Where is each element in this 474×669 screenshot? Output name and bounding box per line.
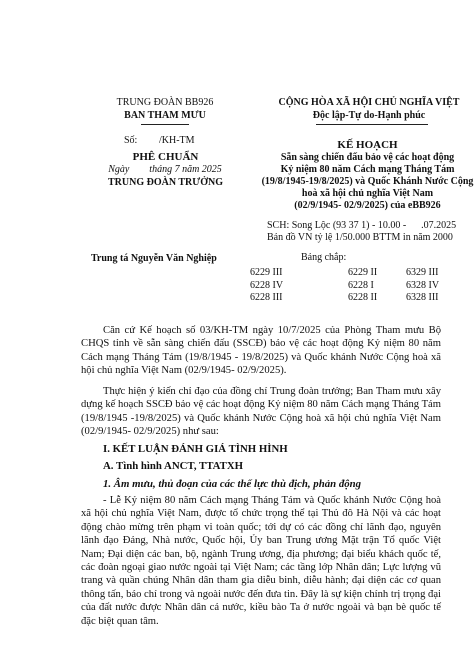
paragraph-situation: [81, 494, 441, 628]
unit-name: TRUNG ĐOÀN BB926: [116, 97, 214, 108]
map-sheet-row: [250, 280, 452, 293]
map-reference: Bản đồ VN tỷ lệ 1/50.000 BTTM in năm 2000: [267, 232, 453, 243]
section-heading-2: A. Tình hình ANCT, TTATXH: [103, 460, 244, 472]
plan-subtitle-line-1: Sẵn sàng chiến đấu bảo vệ các hoạt động: [280, 152, 455, 163]
unit-underline: [141, 124, 189, 125]
approval-role: TRUNG ĐOÀN TRƯỞNG: [107, 177, 223, 188]
command-post-info: SCH: Song Lộc (93 37 1) - 10.00 - .07.2025: [267, 220, 457, 231]
map-sheet-cell: 6228 III: [250, 292, 283, 303]
paragraph-text: Căn cứ Kế hoạch số 03/KH-TM ngày 10/7/2025 của Phòng Tham mưu Bộ CHQS tỉnh về sẵn sàng chiến đấu (SSCĐ) bảo vệ các hoạt động Kỷ niệm 80 năm Cách mạng Tháng Tám (19/8/1945 - 19/8/2025) và Quốc khánh Nước Cộng hoà xã hội chủ nghĩa Việt Nam (02/9/1945- 02/9/2025).: [81, 325, 441, 377]
map-sheet-cell: 6228 II: [348, 292, 378, 303]
plan-subtitle-line-2: Kỷ niệm 80 năm Cách mạng Tháng Tám: [280, 164, 455, 175]
plan-subtitle-line-5: (02/9/1945- 02/9/2025) của eBB926: [294, 200, 441, 211]
plan-title: KẾ HOẠCH: [337, 139, 398, 151]
national-motto: Độc lập-Tự do-Hạnh phúc: [312, 110, 426, 121]
motto-underline: [316, 124, 428, 125]
map-sheet-row: [250, 292, 452, 305]
plan-subtitle-line-3: (19/8/1945-19/8/2025) và Quốc Khánh Nước Cộng: [261, 176, 474, 187]
approval-title: PHÊ CHUẨN: [132, 151, 199, 163]
section-heading-3: 1. Âm mưu, thủ đoạn của các thế lực thù địch, phản động: [103, 478, 362, 490]
map-sheet-row: [250, 267, 452, 280]
approval-date: Ngày tháng 7 năm 2025: [108, 164, 222, 175]
paragraph-text: - Lễ Kỷ niệm 80 năm Cách mạng Tháng Tám và Quốc khánh Nước Cộng hoà xã hội chủ nghĩa Việt Nam, được tổ chức trọng thể tại Thủ đô Hà Nội và các hoạt động chào mừng trên phạm vi toàn quốc; tới dự có các đồng chí lãnh đạo, nguyên lãnh đạo Đảng, Nhà nước, Quốc hội, Ủy ban Trung ương Mặt trận Tổ quốc Việt Nam; Đại diện các ban, bộ, ngành Trung ương, địa phương; đại biểu khách quốc tế, các đoàn ngoại giao nước ngoài tại Việt Nam; các tầng lớp Nhân dân; Lực lượng vũ trang và quần chúng Nhân dân tham gia diễu binh, diễu hành; đại diện các cơ quan thông tấn, báo chí trong và ngoài nước đến đưa tin. Đây là sự kiện chính trị trọng đại của đất nước được Nhân dân cả nước, kiều bào Ta ở nước ngoài và bạn bè quốc tế đặc biệt quan tâm.: [81, 495, 441, 627]
signer-name: Trung tá Nguyễn Văn Nghiệp: [91, 253, 217, 264]
country-name: CỘNG HÒA XÃ HỘI CHỦ NGHĨA VIỆT: [278, 97, 460, 108]
map-sheet-cell: 6328 III: [406, 292, 439, 303]
map-sheet-cell: 6228 IV: [250, 279, 284, 291]
map-sheet-cell: 6229 II: [348, 267, 378, 278]
paragraph-legal-basis: [81, 324, 441, 378]
map-sheet-legend-label: Bảng chắp:: [301, 252, 347, 263]
map-sheet-grid: [250, 267, 452, 305]
map-sheet-cell: 6328 IV: [406, 279, 440, 291]
document-number: /KH-TM: [159, 135, 195, 146]
paragraph-text: Thực hiện ý kiến chỉ đạo của đồng chí Trung đoàn trưởng; Ban Tham mưu xây dựng kế hoạch SSCĐ bảo vệ các hoạt động Kỷ niệm 80 năm Cách mạng Tháng Tám (19/8/1945 -19/8/2025) và Quốc khánh Nước Cộng hoà xã hội chủ nghĩa Việt Nam (02/9/1945- 02/9/2025) như sau:: [81, 386, 441, 438]
plan-subtitle-line-4: hoà xã hội chủ nghĩa Việt Nam: [301, 188, 434, 199]
map-sheet-cell: 6229 III: [250, 267, 283, 278]
map-sheet-cell: 6228 I: [348, 279, 374, 291]
document-number-label: Số:: [124, 135, 138, 146]
department-name: BAN THAM MƯU: [124, 110, 206, 121]
paragraph-implementation: [81, 385, 441, 439]
map-sheet-cell: 6329 III: [406, 267, 439, 278]
section-heading-1: I. KẾT LUẬN ĐÁNH GIÁ TÌNH HÌNH: [103, 443, 288, 455]
